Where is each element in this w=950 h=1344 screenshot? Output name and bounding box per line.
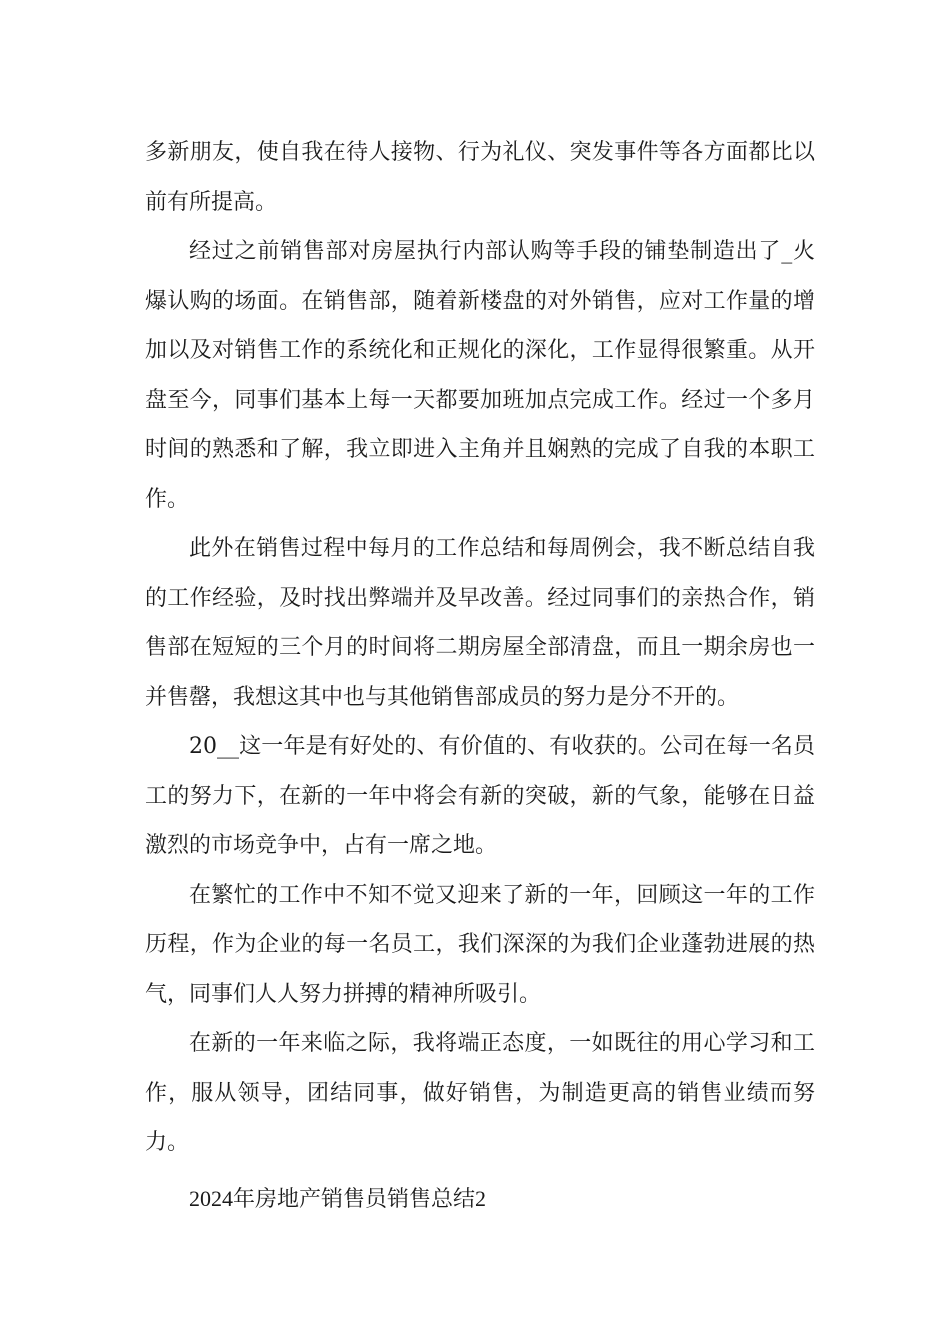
paragraph-summary-meetings: 此外在销售过程中每月的工作总结和每周例会，我不断总结自我的工作经验，及时找出弊端并及早改善。经过同事们的亲热合作，销售部在短短的三个月的时间将二期房屋全部清盘，而且一期余房也一并售罄，我想这其中也与其他销售部成员的努力是分不开的。	[145, 536, 815, 710]
paragraph-year-review: 20__这一年是有好处的、有价值的、有收获的。公司在每一名员工的努力下，在新的一年中将会有新的突破，新的气象，能够在日益激烈的市场竞争中，占有一席之地。	[145, 734, 815, 858]
section-heading: 2024年房地产销售员销售总结2	[189, 1185, 487, 1211]
paragraph-new-year: 在繁忙的工作中不知不觉又迎来了新的一年，回顾这一年的工作历程，作为企业的每一名员工，我们深深的为我们企业蓬勃进展的热气，同事们人人努力拼搏的精神所吸引。	[145, 882, 815, 1007]
document-page	[145, 128, 815, 1223]
paragraph-continuation: 多新朋友，使自我在待人接物、行为礼仪、突发事件等各方面都比以前有所提高。	[145, 140, 815, 215]
paragraph-resolution: 在新的一年来临之际，我将端正态度，一如既往的用心学习和工作，服从领导，团结同事，做好销售，为制造更高的销售业绩而努力。	[145, 1031, 815, 1155]
paragraph-sales-presale: 经过之前销售部对房屋执行内部认购等手段的铺垫制造出了_火爆认购的场面。在销售部，随着新楼盘的对外销售，应对工作量的增加以及对销售工作的系统化和正规化的深化，工作显得很繁重。从开盘至今，同事们基本上每一天都要加班加点完成工作。经过一个多月时间的熟悉和了解，我立即进入主角并且娴熟的完成了自我的本职工作。	[145, 239, 815, 512]
